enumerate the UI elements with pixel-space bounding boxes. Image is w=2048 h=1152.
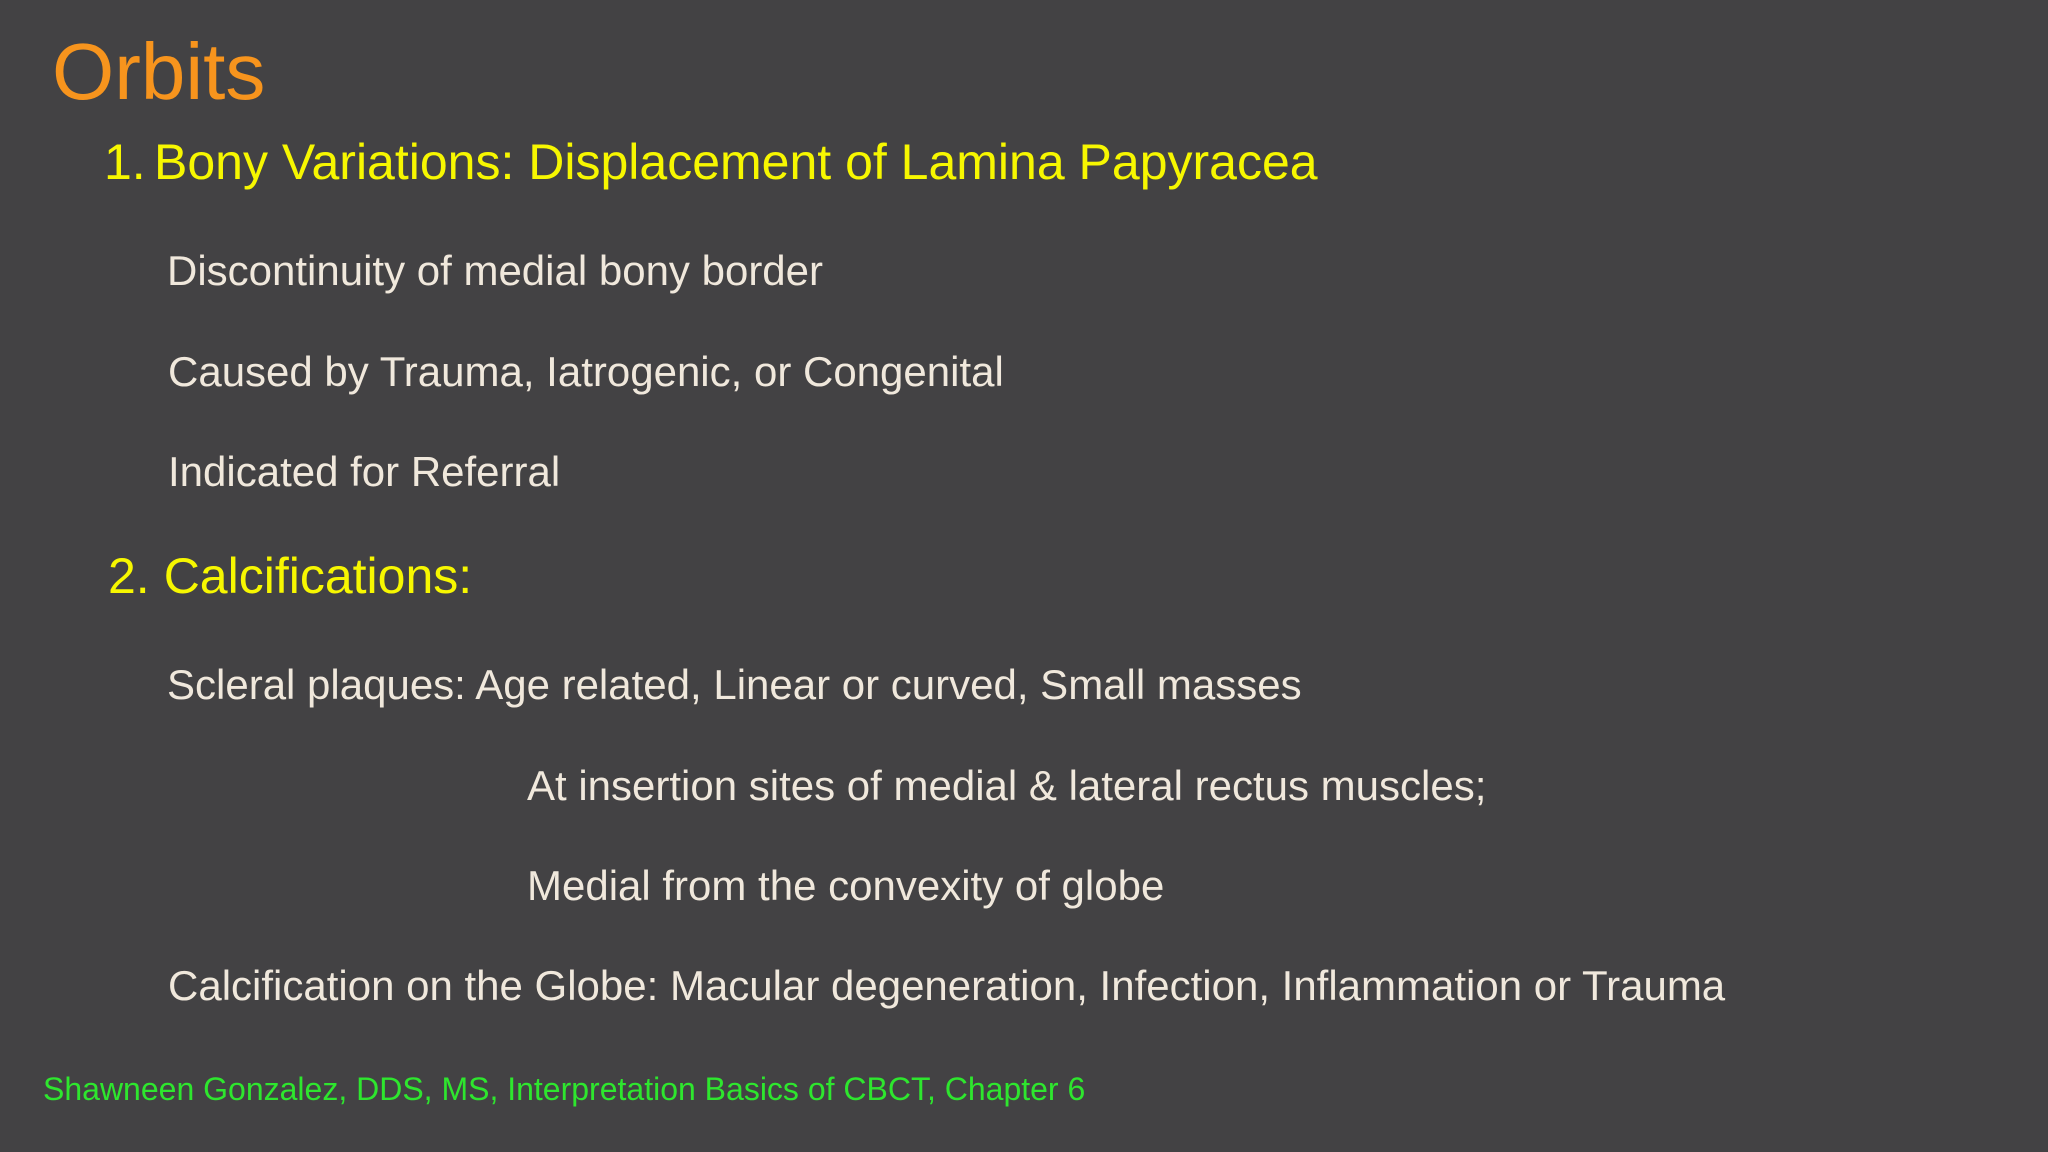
section-1-point-3: Indicated for Referral bbox=[168, 448, 561, 495]
section-1-number: 1. bbox=[104, 134, 146, 190]
slide-footer-citation: Shawneen Gonzalez, DDS, MS, Interpretation Basics of CBCT, Chapter 6 bbox=[43, 1071, 1086, 1107]
section-2-heading-text: Calcifications: bbox=[163, 548, 473, 604]
section-1-heading-text: Bony Variations: Displacement of Lamina Papyracea bbox=[154, 134, 1318, 190]
section-2-heading bbox=[108, 546, 472, 606]
section-2-number: 2. bbox=[108, 548, 150, 604]
section-2-point-3: Medial from the convexity of globe bbox=[527, 862, 1165, 909]
section-1-heading bbox=[104, 132, 1318, 192]
section-1-point-1: Discontinuity of medial bony border bbox=[167, 247, 824, 294]
section-2-point-2: At insertion sites of medial & lateral rectus muscles; bbox=[527, 762, 1487, 809]
section-2-point-1: Scleral plaques: Age related, Linear or curved, Small masses bbox=[167, 661, 1302, 708]
section-2-point-4: Calcification on the Globe: Macular degeneration, Infection, Inflammation or Trauma bbox=[168, 962, 1726, 1009]
section-1-point-2: Caused by Trauma, Iatrogenic, or Congenital bbox=[168, 348, 1004, 395]
slide-title: Orbits bbox=[52, 27, 266, 116]
